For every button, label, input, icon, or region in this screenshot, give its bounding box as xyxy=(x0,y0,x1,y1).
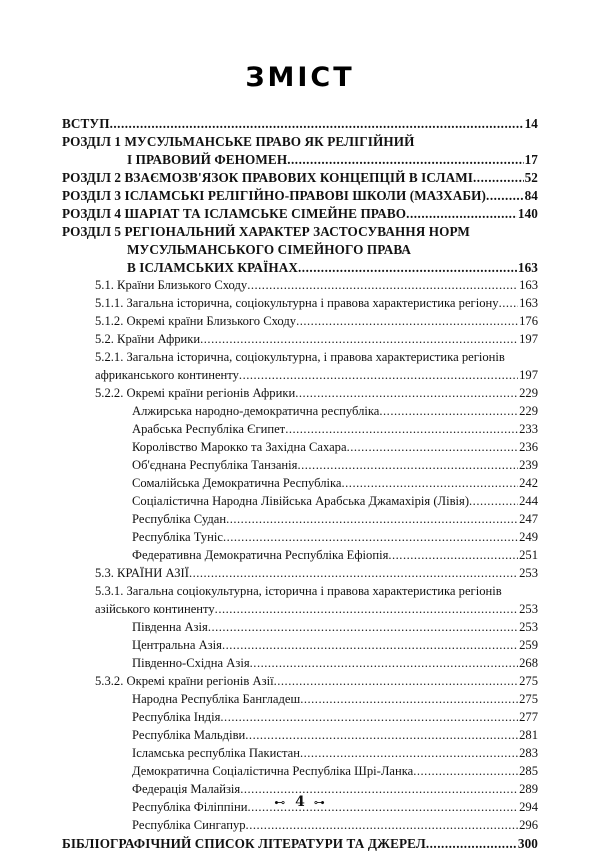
toc-entry-text: 5.1.1. Загальна історична, соціокультурна і правова характеристика регіону xyxy=(95,296,499,310)
toc-entry-page: 253 xyxy=(519,602,538,616)
toc-entry-continuation: азійського континенту xyxy=(95,602,215,616)
dot-leader xyxy=(274,674,519,689)
toc-entry-text: 5.3.2. Окремі країни регіонів Азії xyxy=(95,674,274,688)
toc-entry-text: Королівство Марокко та Західна Сахара xyxy=(132,440,347,454)
toc-entry-page: 236 xyxy=(519,440,538,454)
toc-entry-text: 5.3. КРАЇНИ АЗІЇ xyxy=(95,566,189,580)
toc-entry-page: 277 xyxy=(519,710,538,724)
toc-entry-page: 253 xyxy=(519,566,538,580)
dot-leader xyxy=(239,368,518,383)
toc-entry-text: 5.1.2. Окремі країни Близького Сходу xyxy=(95,314,297,328)
toc-entry-text: 5.2.1. Загальна історична, соціокультурна, і правова характеристика регіонів xyxy=(95,350,505,364)
toc-entry-page: 285 xyxy=(519,764,538,778)
toc-entry-page: 52 xyxy=(524,170,538,185)
toc-entry-page: 239 xyxy=(519,458,538,472)
toc-entry-page: 163 xyxy=(517,260,538,275)
toc-entry-text: РОЗДІЛ 1 МУСУЛЬМАНСЬКЕ ПРАВО ЯК РЕЛІГІЙНИЙ xyxy=(62,134,415,149)
toc-entry-page: 163 xyxy=(519,278,538,292)
dot-leader xyxy=(486,188,524,204)
toc-entry-page: 275 xyxy=(519,692,538,706)
dot-leader xyxy=(208,620,518,635)
toc-entry-page: 229 xyxy=(519,404,538,418)
dot-leader xyxy=(223,530,518,545)
toc-entry-text: 5.1. Країни Близького Сходу xyxy=(95,278,248,292)
dot-leader xyxy=(300,692,518,707)
dot-leader xyxy=(295,386,518,401)
toc-entry-text: Алжирська народно-демократична республіка xyxy=(132,404,380,418)
toc-entry-page: 268 xyxy=(519,656,538,670)
page-number: 4 xyxy=(295,794,305,810)
toc-entry-continuation: МУСУЛЬМАНСЬКОГО СІМЕЙНОГО ПРАВА xyxy=(127,242,412,257)
toc-entry-text: Народна Республіка Бангладеш xyxy=(132,692,301,706)
dot-leader xyxy=(379,404,518,419)
toc-entry-page: 281 xyxy=(519,728,538,742)
toc-entry-text: Республіка Філіппіни xyxy=(132,800,248,814)
toc-entry-page: 253 xyxy=(519,620,538,634)
toc-entry-page: 296 xyxy=(519,818,538,832)
toc-entry-text: ВСТУП xyxy=(62,116,110,131)
dot-leader xyxy=(215,602,518,617)
toc-entry-text: Федеративна Демократична Республіка Ефіопія xyxy=(132,548,389,562)
dot-leader xyxy=(247,278,518,293)
dot-leader xyxy=(406,206,517,222)
toc-entry-text: Республіка Судан xyxy=(132,512,227,526)
dot-leader xyxy=(200,332,518,347)
dot-leader xyxy=(342,476,519,491)
dot-leader xyxy=(226,512,518,527)
toc-entry-page: 197 xyxy=(519,368,538,382)
dot-leader xyxy=(469,494,518,509)
toc-entry-page: 140 xyxy=(517,206,538,221)
page-footer xyxy=(0,794,600,810)
toc-entry-page: 300 xyxy=(517,836,538,851)
toc-entry-text: Республіка Мальдіви xyxy=(132,728,246,742)
dot-leader xyxy=(296,314,518,329)
dot-leader xyxy=(189,566,518,581)
dot-leader xyxy=(413,764,518,779)
toc-entry-text: Центральна Азія xyxy=(132,638,222,652)
page-title: ЗМІСТ xyxy=(245,62,355,93)
toc-entry-text: Об'єднана Республіка Танзанія xyxy=(132,458,298,472)
dot-leader xyxy=(347,440,519,455)
toc-entry-text: РОЗДІЛ 4 ШАРІАТ ТА ІСЛАМСЬКЕ СІМЕЙНЕ ПРАВО xyxy=(62,206,407,221)
toc-entry-text: 5.3.1. Загальна соціокультурна, історична і правова характеристика регіонів xyxy=(95,584,502,598)
dot-leader xyxy=(250,656,518,671)
toc-entry-continuation: В ІСЛАМСЬКИХ КРАЇНАХ xyxy=(127,260,298,275)
toc-entry-text: Арабська Республіка Єгипет xyxy=(132,422,286,436)
toc-entry-page: 289 xyxy=(519,782,538,796)
dot-leader xyxy=(245,728,518,743)
toc-entry-page: 84 xyxy=(524,188,538,203)
toc-entry-text: Південна Азія xyxy=(132,620,208,634)
dot-leader xyxy=(222,638,518,653)
toc-entry-page: 259 xyxy=(519,638,538,652)
toc-entry-page: 229 xyxy=(519,386,538,400)
toc-entry-page: 242 xyxy=(519,476,538,490)
toc-entry-page: 233 xyxy=(519,422,538,436)
toc-entry-page: 163 xyxy=(519,296,538,310)
toc-entry-page: 17 xyxy=(524,152,538,167)
dot-leader xyxy=(285,422,518,437)
toc-entry-text: 5.2. Країни Африки xyxy=(95,332,201,346)
dot-leader xyxy=(287,152,523,168)
toc-entry-text: Республіка Сингапур xyxy=(132,818,246,832)
ornament-left-icon: ⊷ xyxy=(274,796,287,809)
toc-entry-text: РОЗДІЛ 3 ІСЛАМСЬКІ РЕЛІГІЙНО-ПРАВОВІ ШКОЛИ (МАЗХАБИ) xyxy=(62,188,487,203)
toc-entry-text: БІБЛІОГРАФІЧНИЙ СПИСОК ЛІТЕРАТУРИ ТА ДЖЕРЕЛ xyxy=(62,836,426,851)
toc-entry-text: Південно-Східна Азія xyxy=(132,656,250,670)
toc-entry-continuation: І ПРАВОВИЙ ФЕНОМЕН xyxy=(127,152,288,167)
toc-entry-text: Федерація Малайзія xyxy=(132,782,241,796)
dot-leader xyxy=(246,818,519,833)
ornament-right-icon: ⊶ xyxy=(313,796,326,809)
toc-entry-page: 251 xyxy=(519,548,538,562)
toc-entry-text: Республіка Туніс xyxy=(132,530,223,544)
toc-entry-page: 283 xyxy=(519,746,538,760)
dot-leader xyxy=(220,710,518,725)
toc-entry-page: 247 xyxy=(519,512,538,526)
toc-entry-text: 5.2.2. Окремі країни регіонів Африки xyxy=(95,386,296,400)
toc-entry-text: РОЗДІЛ 5 РЕГІОНАЛЬНИЙ ХАРАКТЕР ЗАСТОСУВАННЯ НОРМ xyxy=(62,224,470,239)
toc-entry-page: 294 xyxy=(519,800,538,814)
toc-entry-page: 197 xyxy=(519,332,538,346)
toc-entry-text: Республіка Індія xyxy=(132,710,221,724)
dot-leader xyxy=(300,746,518,761)
toc-entry-page: 176 xyxy=(519,314,538,328)
dot-leader xyxy=(473,170,524,186)
dot-leader xyxy=(110,116,524,132)
toc-entry-page: 244 xyxy=(519,494,538,508)
toc-entry-text: Соціалістична Народна Лівійська Арабська Джамахірія (Лівія) xyxy=(132,494,470,508)
dot-leader xyxy=(426,836,517,852)
dot-leader xyxy=(388,548,518,563)
toc-entry-continuation: африканського континенту xyxy=(95,368,239,382)
dot-leader xyxy=(297,458,518,473)
toc-entry-text: Сомалійська Демократична Республіка xyxy=(132,476,342,490)
toc-entry-text: Ісламська республіка Пакистан xyxy=(132,746,300,760)
toc-entry-page: 249 xyxy=(519,530,538,544)
toc-entry-page: 14 xyxy=(524,116,538,131)
toc-entry-text: Демократична Соціалістична Республіка Шрі-Ланка xyxy=(132,764,414,778)
toc-entry-text: РОЗДІЛ 2 ВЗАЄМОЗВ'ЯЗОК ПРАВОВИХ КОНЦЕПЦІЙ В ІСЛАМІ xyxy=(62,170,473,185)
dot-leader xyxy=(298,260,517,276)
toc-entry-page: 275 xyxy=(519,674,538,688)
dot-leader xyxy=(499,296,519,311)
